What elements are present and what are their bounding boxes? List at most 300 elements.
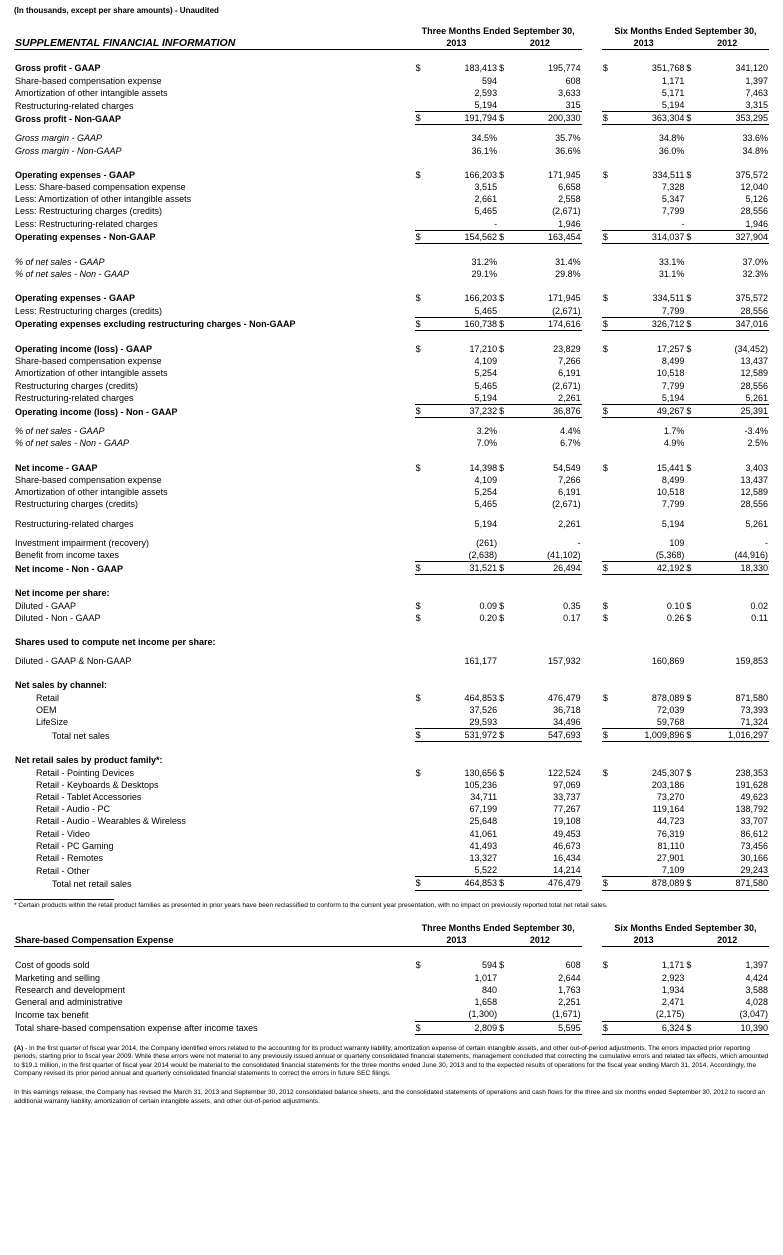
- dollar-sign: $: [499, 600, 505, 611]
- dollar-sign: $: [602, 112, 616, 125]
- dollar-sign: $: [498, 877, 512, 890]
- dollar-sign: [685, 425, 699, 437]
- dollar-sign: [685, 474, 699, 486]
- dollar-sign: [602, 474, 616, 486]
- value-cell: 334,511: [652, 293, 685, 304]
- dollar-sign: [415, 380, 429, 392]
- value-cell: 86,612: [740, 828, 768, 839]
- dollar-sign: [602, 679, 616, 691]
- value-cell: 4,109: [474, 356, 498, 367]
- value-cell: 375,572: [735, 169, 768, 180]
- value-cell: 3.2%: [476, 426, 498, 437]
- supplemental-financial-table: [14, 25, 769, 891]
- row-label: Less: Restructuring charges (credits): [15, 206, 163, 217]
- value-cell: 203,186: [651, 779, 685, 790]
- note-a: [14, 1045, 769, 1079]
- value-cell: 34.5%: [471, 133, 498, 144]
- value-cell: 5,126: [745, 194, 768, 205]
- value-cell: 195,774: [548, 63, 581, 74]
- value-cell: 28,556: [740, 380, 768, 391]
- value-cell: 5,194: [661, 392, 685, 403]
- dollar-sign: [602, 587, 616, 599]
- dollar-sign: $: [415, 692, 421, 703]
- dollar-sign: [685, 704, 699, 716]
- value-cell: 73,456: [740, 840, 768, 851]
- value-cell: 1,009,896: [615, 729, 685, 742]
- dollar-sign: [685, 145, 699, 157]
- dollar-sign: [602, 75, 616, 87]
- dollar-sign: $: [499, 462, 505, 473]
- value-cell: 34,496: [553, 716, 581, 727]
- dollar-sign: [415, 75, 429, 87]
- dollar-sign: [685, 193, 699, 205]
- table-row: [14, 462, 769, 474]
- value-cell: 174,616: [512, 317, 582, 330]
- sbc-title: Share-based Compensation Expense: [14, 934, 415, 947]
- value-cell: 238,353: [735, 767, 768, 778]
- value-cell: 2,661: [474, 194, 498, 205]
- dollar-sign: [685, 132, 699, 144]
- value-cell: 7,463: [745, 87, 768, 98]
- value-cell: 3,588: [745, 984, 768, 995]
- table-row: [14, 99, 769, 112]
- value-cell: 31,521: [428, 562, 498, 575]
- value-cell: [428, 587, 498, 599]
- dollar-sign: [685, 437, 699, 449]
- table-row: [14, 791, 769, 803]
- dollar-sign: [415, 679, 429, 691]
- row-label: Total share-based compensation expense after income taxes: [15, 1023, 258, 1033]
- value-cell: 1,017: [474, 972, 498, 983]
- dollar-sign: [498, 498, 512, 510]
- row-label: Total net retail sales: [52, 878, 132, 889]
- note-a-label: (A): [14, 1044, 24, 1052]
- table-row: [14, 392, 769, 405]
- dollar-sign: $: [685, 729, 699, 742]
- dollar-sign: [415, 437, 429, 449]
- row-label: Less: Restructuring charges (credits): [15, 306, 163, 317]
- dollar-sign: [602, 205, 616, 217]
- value-cell: 594: [482, 75, 498, 86]
- dollar-sign: $: [498, 405, 512, 418]
- value-cell: 4.9%: [663, 438, 685, 449]
- value-cell: 6,658: [558, 182, 581, 193]
- dollar-sign: [415, 268, 429, 280]
- value-cell: 44,723: [656, 816, 685, 827]
- row-label: Retail - Audio - PC: [36, 804, 111, 815]
- dollar-sign: [415, 193, 429, 205]
- year-header-2012-h: 2012: [685, 37, 769, 50]
- row-label: Operating expenses - Non-GAAP: [15, 232, 156, 243]
- table-row: [14, 132, 769, 144]
- value-cell: 163,454: [512, 230, 582, 243]
- dollar-sign: [415, 636, 429, 648]
- dollar-sign: [602, 754, 616, 766]
- value-cell: 28,556: [740, 206, 768, 217]
- dollar-sign: [685, 754, 699, 766]
- value-cell: 6,324: [615, 1021, 685, 1034]
- value-cell: 5,254: [474, 487, 498, 498]
- value-cell: 36.0%: [658, 145, 685, 156]
- dollar-sign: [685, 803, 699, 815]
- value-cell: [428, 636, 498, 648]
- dollar-sign: $: [415, 317, 429, 330]
- dollar-sign: [602, 704, 616, 716]
- dollar-sign: [498, 1008, 512, 1021]
- dollar-sign: [602, 392, 616, 405]
- table-row: [14, 852, 769, 864]
- value-cell: 0.10: [666, 600, 685, 611]
- value-cell: 1,658: [474, 997, 498, 1008]
- dollar-sign: $: [415, 462, 421, 473]
- value-cell: 67,199: [469, 804, 498, 815]
- table-row: [14, 877, 769, 890]
- value-cell: (261): [476, 537, 498, 548]
- dollar-sign: $: [685, 230, 699, 243]
- value-cell: 7,799: [661, 380, 685, 391]
- dollar-sign: $: [602, 960, 608, 971]
- row-label: Shares used to compute net income per share:: [15, 636, 216, 647]
- row-label: Cost of goods sold: [15, 960, 90, 971]
- value-cell: -: [577, 537, 581, 548]
- dollar-sign: [498, 537, 512, 549]
- dollar-sign: [685, 549, 699, 562]
- table-row: [14, 549, 769, 562]
- value-cell: 29,243: [740, 865, 768, 876]
- dollar-sign: [415, 655, 429, 667]
- table-row: [14, 75, 769, 87]
- table-row: [14, 87, 769, 99]
- table-row: [14, 779, 769, 791]
- value-cell: 5,465: [474, 499, 498, 510]
- table-row: [14, 996, 769, 1008]
- value-cell: 1.7%: [663, 426, 685, 437]
- row-label: Retail - Remotes: [36, 852, 104, 863]
- value-cell: 1,946: [745, 218, 768, 229]
- dollar-sign: [602, 984, 616, 996]
- table-row: [14, 193, 769, 205]
- dollar-sign: $: [685, 317, 699, 330]
- row-label: Retail - Audio - Wearables & Wireless: [36, 816, 186, 827]
- dollar-sign: [498, 425, 512, 437]
- value-cell: (2,671): [552, 305, 581, 316]
- dollar-sign: [602, 355, 616, 367]
- row-label: Net sales by channel:: [15, 680, 108, 691]
- value-cell: 191,794: [428, 112, 498, 125]
- value-cell: 7.0%: [476, 438, 498, 449]
- dollar-sign: $: [415, 562, 429, 575]
- dollar-sign: [602, 1008, 616, 1021]
- value-cell: 26,494: [512, 562, 582, 575]
- notes-section: [14, 1045, 769, 1107]
- table-row: [14, 181, 769, 193]
- value-cell: 76,319: [656, 828, 685, 839]
- dollar-sign: [602, 791, 616, 803]
- value-cell: 160,869: [651, 656, 685, 667]
- dollar-sign: [498, 205, 512, 217]
- value-cell: 315: [565, 100, 581, 111]
- dollar-sign: [685, 587, 699, 599]
- dollar-sign: [498, 655, 512, 667]
- value-cell: (1,671): [512, 1008, 582, 1021]
- dollar-sign: [498, 305, 512, 318]
- value-cell: (34,452): [734, 344, 768, 355]
- value-cell: 4.4%: [560, 426, 581, 437]
- value-cell: 0.35: [563, 600, 581, 611]
- dollar-sign: [415, 145, 429, 157]
- value-cell: 3,515: [474, 182, 498, 193]
- row-label: Gross profit - GAAP: [15, 63, 101, 74]
- dollar-sign: [602, 840, 616, 852]
- value-cell: 19,108: [553, 816, 581, 827]
- dollar-sign: [685, 367, 699, 379]
- value-cell: 13,437: [740, 356, 768, 367]
- dollar-sign: [685, 380, 699, 392]
- dollar-sign: [498, 87, 512, 99]
- row-label: Retail - Video: [36, 828, 90, 839]
- row-label: % of net sales - GAAP: [15, 257, 105, 268]
- value-cell: 30,166: [740, 852, 768, 863]
- dollar-sign: [415, 87, 429, 99]
- value-cell: -3.4%: [744, 426, 768, 437]
- dollar-sign: [602, 193, 616, 205]
- dollar-sign: $: [686, 293, 692, 304]
- dollar-sign: $: [498, 112, 512, 125]
- dollar-sign: [685, 972, 699, 984]
- dollar-sign: $: [685, 877, 699, 890]
- table-row: [14, 145, 769, 157]
- value-cell: 5,522: [474, 865, 498, 876]
- value-cell: 23,829: [553, 344, 581, 355]
- value-cell: [699, 636, 769, 648]
- value-cell: (2,671): [552, 499, 581, 510]
- value-cell: 41,061: [469, 828, 498, 839]
- dollar-sign: [685, 779, 699, 791]
- value-cell: 4,028: [745, 997, 768, 1008]
- dollar-sign: $: [499, 293, 505, 304]
- dollar-sign: [685, 268, 699, 280]
- dollar-sign: [685, 679, 699, 691]
- table-row: [14, 864, 769, 877]
- value-cell: 16,434: [553, 852, 581, 863]
- value-cell: (41,102): [547, 549, 581, 560]
- dollar-sign: [498, 549, 512, 562]
- dollar-sign: $: [685, 405, 699, 418]
- reclassification-footnote: * Certain products within the retail product families as presented in prior years have been reclassified to conform to the current year presentation, with no impact on previously reported total net retail sales.: [14, 901, 608, 909]
- row-label: Income tax benefit: [15, 1009, 89, 1020]
- value-cell: 0.09: [479, 600, 498, 611]
- dollar-sign: [415, 864, 429, 877]
- table-row: [14, 537, 769, 549]
- value-cell: (5,368): [655, 549, 685, 560]
- row-label: Research and development: [15, 984, 126, 995]
- value-cell: 157,932: [548, 656, 581, 667]
- value-cell: -: [494, 218, 498, 229]
- value-cell: 5,254: [474, 368, 498, 379]
- dollar-sign: [498, 864, 512, 877]
- dollar-sign: $: [415, 405, 429, 418]
- value-cell: 1,016,297: [699, 729, 769, 742]
- value-cell: 33,707: [740, 816, 768, 827]
- dollar-sign: [498, 791, 512, 803]
- dollar-sign: [415, 1008, 429, 1021]
- dollar-sign: $: [415, 1021, 429, 1034]
- value-cell: 54,549: [553, 462, 581, 473]
- dollar-sign: [685, 181, 699, 193]
- dollar-sign: [498, 972, 512, 984]
- share-based-compensation-table: [14, 922, 769, 1035]
- dollar-sign: [498, 996, 512, 1008]
- dollar-sign: $: [686, 63, 692, 74]
- value-cell: 13,437: [740, 474, 768, 485]
- dollar-sign: [602, 636, 616, 648]
- dollar-sign: $: [685, 112, 699, 125]
- value-cell: [699, 679, 769, 691]
- value-cell: 35.7%: [555, 133, 581, 144]
- dollar-sign: [415, 852, 429, 864]
- dollar-sign: $: [602, 293, 608, 304]
- value-cell: 33.6%: [742, 133, 768, 144]
- table-row: [14, 655, 769, 667]
- row-label: Restructuring charges (credits): [15, 499, 139, 510]
- dollar-sign: [498, 256, 512, 268]
- dollar-sign: [602, 549, 616, 562]
- value-cell: 33,737: [553, 791, 581, 802]
- value-cell: 5,465: [474, 305, 498, 316]
- dollar-sign: [602, 181, 616, 193]
- table-row: [14, 587, 769, 599]
- dollar-sign: $: [602, 692, 608, 703]
- table-row: [14, 840, 769, 852]
- value-cell: 10,518: [656, 487, 685, 498]
- value-cell: 1,934: [661, 984, 685, 995]
- dollar-sign: [602, 437, 616, 449]
- dollar-sign: [498, 75, 512, 87]
- dollar-sign: $: [415, 169, 421, 180]
- dollar-sign: [602, 996, 616, 1008]
- dollar-sign: [602, 87, 616, 99]
- dollar-sign: [498, 268, 512, 280]
- row-label: Operating income (loss) - Non - GAAP: [15, 406, 178, 417]
- row-label: Benefit from income taxes: [15, 550, 120, 561]
- value-cell: 0.26: [666, 612, 685, 623]
- value-cell: [615, 679, 685, 691]
- value-cell: 7,266: [558, 356, 581, 367]
- row-label: Retail: [36, 692, 60, 703]
- table-row: [14, 205, 769, 217]
- value-cell: 476,479: [548, 692, 581, 703]
- value-cell: (2,638): [468, 549, 498, 560]
- table-row: [14, 704, 769, 716]
- value-cell: 4,109: [474, 474, 498, 485]
- value-cell: 72,039: [656, 704, 685, 715]
- dollar-sign: $: [499, 169, 505, 180]
- value-cell: 17,210: [469, 344, 498, 355]
- dollar-sign: $: [602, 169, 608, 180]
- dollar-sign: [602, 716, 616, 729]
- dollar-sign: [685, 305, 699, 318]
- table-row: [14, 803, 769, 815]
- value-cell: 49,267: [615, 405, 685, 418]
- table-row: [14, 1008, 769, 1021]
- year-header-2013-h: 2013: [602, 37, 685, 50]
- dollar-sign: $: [499, 692, 505, 703]
- table-row: [14, 343, 769, 355]
- value-cell: 7,799: [661, 305, 685, 316]
- value-cell: (2,671): [552, 380, 581, 391]
- dollar-sign: [602, 486, 616, 498]
- dollar-sign: [498, 193, 512, 205]
- dollar-sign: [498, 704, 512, 716]
- value-cell: 326,712: [615, 317, 685, 330]
- table-row: [14, 692, 769, 704]
- dollar-sign: [498, 587, 512, 599]
- table-row: [14, 959, 769, 971]
- value-cell: 42,192: [615, 562, 685, 575]
- value-cell: [615, 587, 685, 599]
- dollar-sign: [498, 984, 512, 996]
- dollar-sign: [602, 779, 616, 791]
- dollar-sign: $: [499, 344, 505, 355]
- row-label: Amortization of other intangible assets: [15, 487, 168, 498]
- dollar-sign: $: [499, 63, 505, 74]
- value-cell: 36,876: [512, 405, 582, 418]
- value-cell: 15,441: [656, 462, 685, 473]
- note-a-text: - In the first quarter of fiscal year 2014, the Company identified errors related to the accounting for its product warranty liability, amortization expense of certain intangible assets, and other out-of-period adjustments. The errors impacted prior reporting periods, starting prior to fiscal year 2009. While these errors were not material to any previously issued annual or quarterly consolidated financial statements, management concluded that correcting the cumulative errors and related tax effects, which amounted to $19.1 million, in the first quarter of fiscal year 2014 would be material to the consolidated financial statements for the three months ended June 30, 2013 and to the expected results of operations for the fiscal year ending March 31, 2014. Accordingly, the Company revised its prior period annual and quarterly consolidated financial statements to correct the errors in future SEC filings.: [14, 1044, 769, 1078]
- dollar-sign: [602, 218, 616, 231]
- value-cell: 7,799: [661, 206, 685, 217]
- dollar-sign: $: [415, 612, 421, 623]
- value-cell: 200,330: [512, 112, 582, 125]
- dollar-sign: [498, 636, 512, 648]
- dollar-sign: [415, 716, 429, 729]
- value-cell: 166,203: [464, 293, 498, 304]
- value-cell: 36,718: [553, 704, 581, 715]
- table-row: [14, 317, 769, 330]
- value-cell: 1,763: [558, 984, 581, 995]
- dollar-sign: [498, 437, 512, 449]
- dollar-sign: $: [685, 562, 699, 575]
- dollar-sign: [415, 355, 429, 367]
- value-cell: 36.6%: [555, 145, 581, 156]
- dollar-sign: $: [686, 462, 692, 473]
- dollar-sign: $: [602, 562, 616, 575]
- value-cell: 73,393: [740, 704, 768, 715]
- value-cell: 34.8%: [658, 133, 685, 144]
- value-cell: 122,524: [548, 767, 581, 778]
- value-cell: 5,194: [661, 100, 685, 111]
- value-cell: 375,572: [735, 293, 768, 304]
- dollar-sign: [415, 587, 429, 599]
- dollar-sign: [685, 1008, 699, 1021]
- value-cell: 5,261: [745, 518, 768, 529]
- row-label: Operating expenses excluding restructuring charges - Non-GAAP: [15, 319, 296, 330]
- dollar-sign: [415, 392, 429, 405]
- value-cell: 77,267: [553, 804, 581, 815]
- value-cell: 0.20: [479, 612, 498, 623]
- value-cell: 49,453: [553, 828, 581, 839]
- value-cell: 608: [565, 960, 581, 971]
- three-months-header: Three Months Ended September 30,: [421, 26, 575, 36]
- dollar-sign: $: [602, 230, 616, 243]
- dollar-sign: $: [498, 1021, 512, 1034]
- value-cell: 29.8%: [555, 269, 581, 280]
- value-cell: 476,479: [512, 877, 582, 890]
- dollar-sign: [415, 518, 429, 530]
- dollar-sign: [685, 655, 699, 667]
- dollar-sign: $: [602, 600, 608, 611]
- value-cell: 159,853: [735, 656, 768, 667]
